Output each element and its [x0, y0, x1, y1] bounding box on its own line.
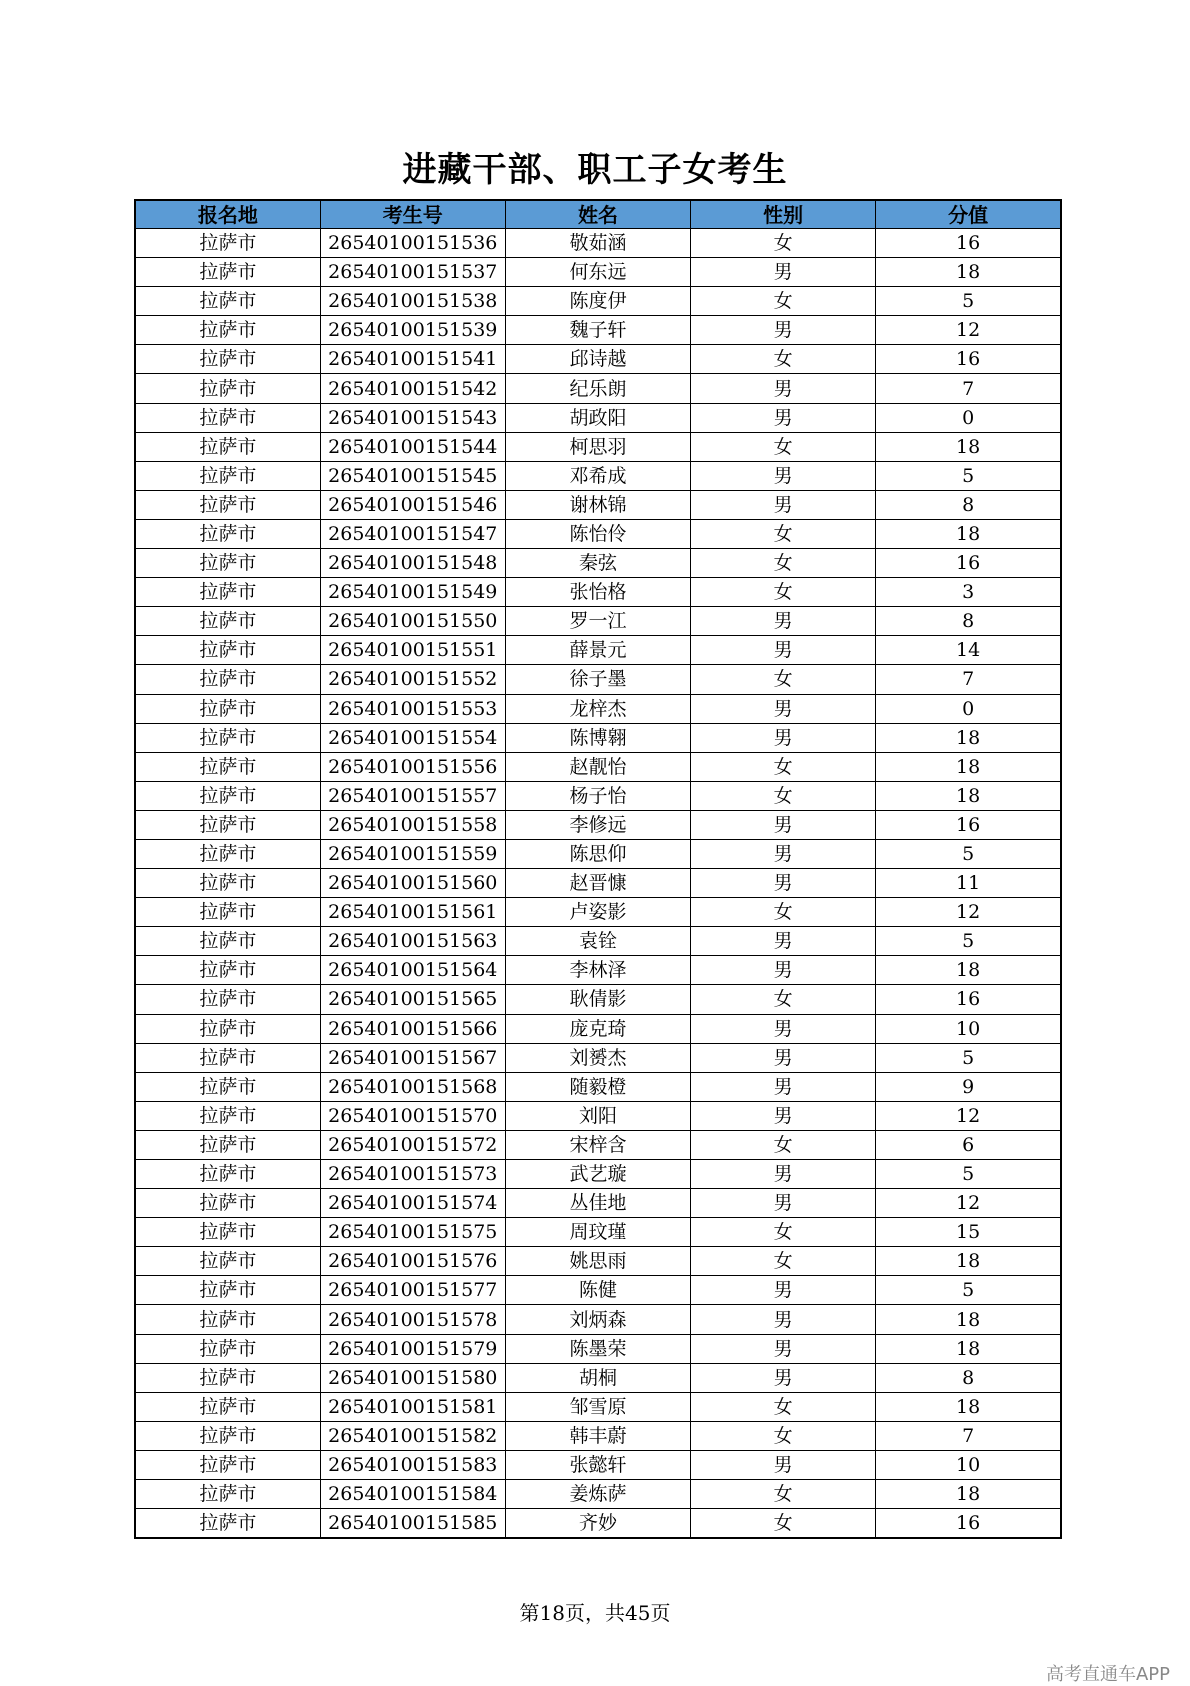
cell-name: 韩丰蔚	[505, 1421, 690, 1450]
cell-score: 18	[876, 956, 1061, 985]
candidate-table	[134, 199, 1062, 1539]
cell-candidate-number: 26540100151570	[320, 1101, 505, 1130]
cell-name: 随毅橙	[505, 1072, 690, 1101]
table-row	[135, 1450, 1061, 1479]
cell-name: 刘阳	[505, 1101, 690, 1130]
cell-registration-place: 拉萨市	[135, 1363, 320, 1392]
table-row	[135, 1072, 1061, 1101]
cell-name: 宋梓含	[505, 1130, 690, 1159]
table-row	[135, 956, 1061, 985]
cell-gender: 男	[691, 490, 876, 519]
cell-gender: 女	[691, 549, 876, 578]
cell-name: 袁铨	[505, 927, 690, 956]
cell-name: 胡政阳	[505, 403, 690, 432]
cell-gender: 男	[691, 1101, 876, 1130]
cell-score: 12	[876, 898, 1061, 927]
cell-gender: 女	[691, 287, 876, 316]
cell-name: 杨子怡	[505, 781, 690, 810]
cell-gender: 女	[691, 229, 876, 258]
cell-registration-place: 拉萨市	[135, 1130, 320, 1159]
page-title: 进藏干部、职工子女考生	[402, 150, 788, 190]
cell-candidate-number: 26540100151547	[320, 519, 505, 548]
table-row	[135, 1276, 1061, 1305]
cell-score: 5	[876, 839, 1061, 868]
cell-name: 刘赟杰	[505, 1043, 690, 1072]
cell-registration-place: 拉萨市	[135, 1247, 320, 1276]
cell-gender: 男	[691, 927, 876, 956]
cell-score: 18	[876, 258, 1061, 287]
table-row	[135, 752, 1061, 781]
table-row	[135, 607, 1061, 636]
cell-registration-place: 拉萨市	[135, 752, 320, 781]
cell-score: 3	[876, 578, 1061, 607]
cell-score: 10	[876, 1450, 1061, 1479]
cell-score: 12	[876, 1101, 1061, 1130]
cell-name: 陈度伊	[505, 287, 690, 316]
cell-registration-place: 拉萨市	[135, 927, 320, 956]
cell-score: 14	[876, 636, 1061, 665]
cell-candidate-number: 26540100151548	[320, 549, 505, 578]
cell-name: 姚思雨	[505, 1247, 690, 1276]
cell-gender: 男	[691, 810, 876, 839]
cell-registration-place: 拉萨市	[135, 519, 320, 548]
cell-candidate-number: 26540100151573	[320, 1160, 505, 1189]
page-number: 第18页，共45页	[519, 1601, 671, 1625]
cell-name: 敬茹涵	[505, 229, 690, 258]
cell-candidate-number: 26540100151583	[320, 1450, 505, 1479]
cell-name: 罗一江	[505, 607, 690, 636]
cell-name: 秦弦	[505, 549, 690, 578]
cell-gender: 女	[691, 345, 876, 374]
table-row	[135, 490, 1061, 519]
cell-registration-place: 拉萨市	[135, 607, 320, 636]
cell-name: 谢林锦	[505, 490, 690, 519]
cell-registration-place: 拉萨市	[135, 345, 320, 374]
cell-registration-place: 拉萨市	[135, 810, 320, 839]
cell-registration-place: 拉萨市	[135, 956, 320, 985]
cell-gender: 男	[691, 258, 876, 287]
table-row	[135, 374, 1061, 403]
table-row	[135, 1130, 1061, 1159]
column-header-name: 姓名	[505, 200, 690, 229]
cell-name: 邱诗越	[505, 345, 690, 374]
cell-gender: 男	[691, 723, 876, 752]
cell-candidate-number: 26540100151541	[320, 345, 505, 374]
cell-name: 纪乐朗	[505, 374, 690, 403]
cell-registration-place: 拉萨市	[135, 549, 320, 578]
cell-registration-place: 拉萨市	[135, 461, 320, 490]
cell-gender: 男	[691, 403, 876, 432]
table-row	[135, 810, 1061, 839]
cell-gender: 女	[691, 898, 876, 927]
cell-registration-place: 拉萨市	[135, 578, 320, 607]
cell-candidate-number: 26540100151542	[320, 374, 505, 403]
cell-registration-place: 拉萨市	[135, 1421, 320, 1450]
cell-gender: 男	[691, 1160, 876, 1189]
cell-gender: 男	[691, 1450, 876, 1479]
table-row	[135, 578, 1061, 607]
cell-registration-place: 拉萨市	[135, 1334, 320, 1363]
cell-gender: 女	[691, 1218, 876, 1247]
cell-candidate-number: 26540100151565	[320, 985, 505, 1014]
cell-name: 姜炼萨	[505, 1480, 690, 1509]
table-row	[135, 432, 1061, 461]
cell-score: 6	[876, 1130, 1061, 1159]
cell-score: 5	[876, 927, 1061, 956]
cell-registration-place: 拉萨市	[135, 1276, 320, 1305]
cell-candidate-number: 26540100151552	[320, 665, 505, 694]
cell-candidate-number: 26540100151559	[320, 839, 505, 868]
column-header-candidate-number: 考生号	[320, 200, 505, 229]
table-row	[135, 258, 1061, 287]
cell-gender: 男	[691, 1363, 876, 1392]
cell-score: 15	[876, 1218, 1061, 1247]
table-row	[135, 1101, 1061, 1130]
cell-gender: 女	[691, 985, 876, 1014]
cell-gender: 女	[691, 578, 876, 607]
watermark: 高考直通车APP	[1045, 1664, 1170, 1685]
cell-name: 龙梓杰	[505, 694, 690, 723]
cell-registration-place: 拉萨市	[135, 898, 320, 927]
table-row	[135, 549, 1061, 578]
cell-name: 陈健	[505, 1276, 690, 1305]
cell-candidate-number: 26540100151576	[320, 1247, 505, 1276]
cell-gender: 男	[691, 1072, 876, 1101]
cell-name: 邓希成	[505, 461, 690, 490]
cell-score: 5	[876, 1160, 1061, 1189]
cell-score: 8	[876, 490, 1061, 519]
table-row	[135, 1392, 1061, 1421]
cell-registration-place: 拉萨市	[135, 316, 320, 345]
cell-score: 18	[876, 781, 1061, 810]
cell-score: 12	[876, 1189, 1061, 1218]
cell-gender: 女	[691, 1247, 876, 1276]
cell-registration-place: 拉萨市	[135, 1101, 320, 1130]
column-header-registration-place: 报名地	[135, 200, 320, 229]
table-row	[135, 1480, 1061, 1509]
cell-name: 胡桐	[505, 1363, 690, 1392]
table-row	[135, 287, 1061, 316]
cell-candidate-number: 26540100151563	[320, 927, 505, 956]
cell-candidate-number: 26540100151550	[320, 607, 505, 636]
cell-gender: 男	[691, 1334, 876, 1363]
cell-registration-place: 拉萨市	[135, 432, 320, 461]
cell-registration-place: 拉萨市	[135, 229, 320, 258]
table-row	[135, 1014, 1061, 1043]
cell-name: 柯思羽	[505, 432, 690, 461]
cell-registration-place: 拉萨市	[135, 694, 320, 723]
table-row	[135, 229, 1061, 258]
cell-gender: 男	[691, 316, 876, 345]
cell-score: 16	[876, 1509, 1061, 1539]
cell-score: 7	[876, 665, 1061, 694]
cell-score: 11	[876, 869, 1061, 898]
table-row	[135, 781, 1061, 810]
table-row	[135, 665, 1061, 694]
cell-gender: 男	[691, 1043, 876, 1072]
cell-candidate-number: 26540100151575	[320, 1218, 505, 1247]
cell-candidate-number: 26540100151574	[320, 1189, 505, 1218]
table-row	[135, 1363, 1061, 1392]
cell-name: 赵晋慷	[505, 869, 690, 898]
cell-score: 18	[876, 1334, 1061, 1363]
cell-name: 刘炳森	[505, 1305, 690, 1334]
table-row	[135, 636, 1061, 665]
cell-name: 陈博翱	[505, 723, 690, 752]
cell-candidate-number: 26540100151557	[320, 781, 505, 810]
cell-candidate-number: 26540100151539	[320, 316, 505, 345]
table-row	[135, 1218, 1061, 1247]
cell-registration-place: 拉萨市	[135, 258, 320, 287]
table-row	[135, 1334, 1061, 1363]
cell-score: 12	[876, 316, 1061, 345]
cell-gender: 男	[691, 694, 876, 723]
cell-name: 丛佳地	[505, 1189, 690, 1218]
table-row	[135, 1043, 1061, 1072]
cell-name: 陈怡伶	[505, 519, 690, 548]
cell-score: 16	[876, 549, 1061, 578]
cell-candidate-number: 26540100151580	[320, 1363, 505, 1392]
cell-name: 李林泽	[505, 956, 690, 985]
cell-candidate-number: 26540100151584	[320, 1480, 505, 1509]
cell-candidate-number: 26540100151572	[320, 1130, 505, 1159]
cell-score: 5	[876, 287, 1061, 316]
cell-candidate-number: 26540100151538	[320, 287, 505, 316]
cell-score: 18	[876, 752, 1061, 781]
cell-candidate-number: 26540100151554	[320, 723, 505, 752]
cell-registration-place: 拉萨市	[135, 1450, 320, 1479]
cell-registration-place: 拉萨市	[135, 1392, 320, 1421]
cell-candidate-number: 26540100151553	[320, 694, 505, 723]
cell-candidate-number: 26540100151558	[320, 810, 505, 839]
cell-gender: 男	[691, 956, 876, 985]
cell-candidate-number: 26540100151568	[320, 1072, 505, 1101]
cell-name: 齐妙	[505, 1509, 690, 1539]
cell-candidate-number: 26540100151556	[320, 752, 505, 781]
cell-gender: 男	[691, 636, 876, 665]
cell-candidate-number: 26540100151544	[320, 432, 505, 461]
cell-gender: 女	[691, 1480, 876, 1509]
cell-candidate-number: 26540100151549	[320, 578, 505, 607]
table-row	[135, 898, 1061, 927]
cell-name: 邹雪原	[505, 1392, 690, 1421]
cell-score: 5	[876, 461, 1061, 490]
table-row	[135, 1247, 1061, 1276]
table-row	[135, 1421, 1061, 1450]
cell-score: 7	[876, 374, 1061, 403]
table-row	[135, 985, 1061, 1014]
cell-registration-place: 拉萨市	[135, 403, 320, 432]
cell-registration-place: 拉萨市	[135, 1509, 320, 1539]
cell-gender: 女	[691, 1421, 876, 1450]
cell-gender: 男	[691, 1189, 876, 1218]
cell-candidate-number: 26540100151545	[320, 461, 505, 490]
cell-name: 武艺璇	[505, 1160, 690, 1189]
cell-gender: 女	[691, 752, 876, 781]
table-row	[135, 519, 1061, 548]
cell-registration-place: 拉萨市	[135, 665, 320, 694]
cell-name: 赵靓怡	[505, 752, 690, 781]
cell-score: 18	[876, 1305, 1061, 1334]
cell-registration-place: 拉萨市	[135, 1189, 320, 1218]
cell-gender: 男	[691, 607, 876, 636]
cell-registration-place: 拉萨市	[135, 1043, 320, 1072]
cell-gender: 女	[691, 432, 876, 461]
cell-score: 9	[876, 1072, 1061, 1101]
cell-name: 张怡格	[505, 578, 690, 607]
cell-name: 卢姿影	[505, 898, 690, 927]
table-row	[135, 869, 1061, 898]
cell-gender: 男	[691, 1014, 876, 1043]
cell-candidate-number: 26540100151561	[320, 898, 505, 927]
cell-score: 8	[876, 1363, 1061, 1392]
cell-candidate-number: 26540100151567	[320, 1043, 505, 1072]
cell-gender: 男	[691, 839, 876, 868]
cell-score: 16	[876, 810, 1061, 839]
cell-candidate-number: 26540100151537	[320, 258, 505, 287]
cell-score: 18	[876, 432, 1061, 461]
cell-score: 18	[876, 1247, 1061, 1276]
cell-candidate-number: 26540100151578	[320, 1305, 505, 1334]
cell-registration-place: 拉萨市	[135, 1480, 320, 1509]
cell-score: 16	[876, 345, 1061, 374]
table-row	[135, 694, 1061, 723]
cell-candidate-number: 26540100151543	[320, 403, 505, 432]
cell-candidate-number: 26540100151579	[320, 1334, 505, 1363]
cell-gender: 女	[691, 519, 876, 548]
cell-score: 0	[876, 694, 1061, 723]
cell-registration-place: 拉萨市	[135, 374, 320, 403]
cell-score: 16	[876, 985, 1061, 1014]
cell-gender: 女	[691, 1392, 876, 1421]
cell-gender: 女	[691, 781, 876, 810]
cell-registration-place: 拉萨市	[135, 869, 320, 898]
table-row	[135, 1509, 1061, 1539]
cell-gender: 男	[691, 1305, 876, 1334]
cell-gender: 男	[691, 461, 876, 490]
table-row	[135, 345, 1061, 374]
cell-score: 18	[876, 519, 1061, 548]
table-header-row	[135, 200, 1061, 229]
cell-score: 10	[876, 1014, 1061, 1043]
cell-score: 7	[876, 1421, 1061, 1450]
cell-registration-place: 拉萨市	[135, 985, 320, 1014]
table-row	[135, 1160, 1061, 1189]
cell-name: 周玟瑾	[505, 1218, 690, 1247]
table-row	[135, 1189, 1061, 1218]
cell-score: 5	[876, 1276, 1061, 1305]
cell-score: 0	[876, 403, 1061, 432]
cell-score: 18	[876, 1480, 1061, 1509]
cell-name: 陈思仰	[505, 839, 690, 868]
cell-score: 18	[876, 1392, 1061, 1421]
cell-candidate-number: 26540100151551	[320, 636, 505, 665]
cell-score: 16	[876, 229, 1061, 258]
cell-gender: 女	[691, 665, 876, 694]
table-row	[135, 461, 1061, 490]
cell-name: 魏子轩	[505, 316, 690, 345]
cell-registration-place: 拉萨市	[135, 1305, 320, 1334]
table-row	[135, 316, 1061, 345]
table-row	[135, 927, 1061, 956]
cell-score: 18	[876, 723, 1061, 752]
cell-candidate-number: 26540100151582	[320, 1421, 505, 1450]
cell-registration-place: 拉萨市	[135, 1160, 320, 1189]
cell-registration-place: 拉萨市	[135, 1218, 320, 1247]
cell-name: 庞克琦	[505, 1014, 690, 1043]
cell-candidate-number: 26540100151577	[320, 1276, 505, 1305]
cell-name: 徐子墨	[505, 665, 690, 694]
cell-name: 陈墨荣	[505, 1334, 690, 1363]
cell-registration-place: 拉萨市	[135, 839, 320, 868]
table-row	[135, 403, 1061, 432]
cell-candidate-number: 26540100151560	[320, 869, 505, 898]
cell-gender: 男	[691, 869, 876, 898]
column-header-score: 分值	[876, 200, 1061, 229]
cell-candidate-number: 26540100151564	[320, 956, 505, 985]
cell-candidate-number: 26540100151581	[320, 1392, 505, 1421]
cell-candidate-number: 26540100151585	[320, 1509, 505, 1539]
cell-score: 8	[876, 607, 1061, 636]
cell-candidate-number: 26540100151566	[320, 1014, 505, 1043]
cell-name: 薛景元	[505, 636, 690, 665]
table-row	[135, 839, 1061, 868]
cell-registration-place: 拉萨市	[135, 636, 320, 665]
cell-name: 耿倩影	[505, 985, 690, 1014]
cell-candidate-number: 26540100151536	[320, 229, 505, 258]
cell-registration-place: 拉萨市	[135, 781, 320, 810]
cell-gender: 女	[691, 1509, 876, 1539]
cell-score: 5	[876, 1043, 1061, 1072]
column-header-gender: 性别	[691, 200, 876, 229]
cell-name: 李修远	[505, 810, 690, 839]
cell-registration-place: 拉萨市	[135, 723, 320, 752]
cell-registration-place: 拉萨市	[135, 490, 320, 519]
cell-candidate-number: 26540100151546	[320, 490, 505, 519]
cell-name: 何东远	[505, 258, 690, 287]
table-body	[135, 229, 1061, 1539]
cell-gender: 女	[691, 1130, 876, 1159]
cell-registration-place: 拉萨市	[135, 287, 320, 316]
table-row	[135, 723, 1061, 752]
cell-gender: 男	[691, 1276, 876, 1305]
cell-gender: 男	[691, 374, 876, 403]
cell-registration-place: 拉萨市	[135, 1014, 320, 1043]
table-row	[135, 1305, 1061, 1334]
cell-registration-place: 拉萨市	[135, 1072, 320, 1101]
cell-name: 张懿轩	[505, 1450, 690, 1479]
